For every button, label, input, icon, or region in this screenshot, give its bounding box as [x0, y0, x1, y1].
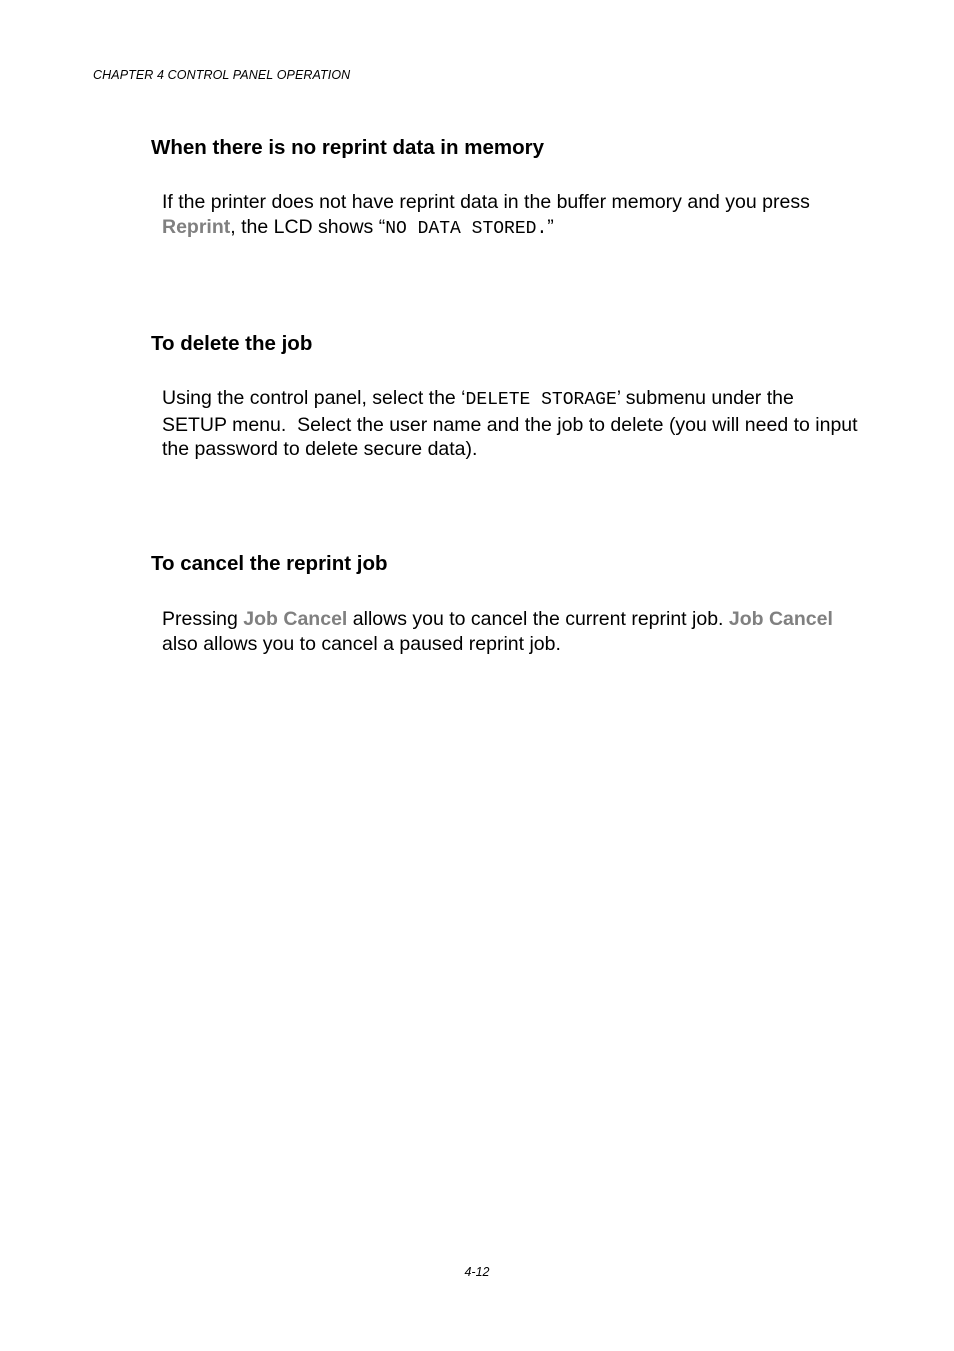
section-heading-delete-job: To delete the job — [151, 332, 313, 355]
section-heading-no-reprint-data: When there is no reprint data in memory — [151, 136, 544, 159]
section-heading-cancel-reprint: To cancel the reprint job — [151, 552, 388, 575]
paragraph-text: allows you to cancel the current reprint job. — [347, 608, 729, 630]
paragraph-delete-job — [162, 386, 862, 462]
paragraph-no-reprint-data — [162, 190, 862, 241]
lcd-message-no-data-stored: NO DATA STORED. — [385, 218, 548, 239]
paragraph-text: ” — [547, 215, 554, 238]
paragraph-text: Using the control panel, select the ‘ — [162, 387, 466, 409]
running-header: CHAPTER 4 CONTROL PANEL OPERATION — [93, 68, 351, 82]
paragraph-text: , the LCD shows “ — [230, 215, 386, 238]
job-cancel-key-label: Job Cancel — [243, 608, 348, 630]
paragraph-text: Pressing — [162, 608, 244, 630]
paragraph-text: ’ submenu under the SETUP menu. Select the user name and the job to delete (you will need to input the password to delete secure data). — [162, 387, 858, 460]
lcd-submenu-delete-storage: DELETE STORAGE — [465, 390, 617, 410]
page-number: 4-12 — [464, 1265, 490, 1279]
job-cancel-key-label: Job Cancel — [728, 608, 833, 630]
reprint-key-label: Reprint — [162, 215, 231, 238]
paragraph-cancel-reprint — [162, 607, 862, 656]
paragraph-text: If the printer does not have reprint data in the buffer memory and you press — [162, 191, 810, 213]
paragraph-text: also allows you to cancel a paused reprint job. — [162, 632, 561, 655]
